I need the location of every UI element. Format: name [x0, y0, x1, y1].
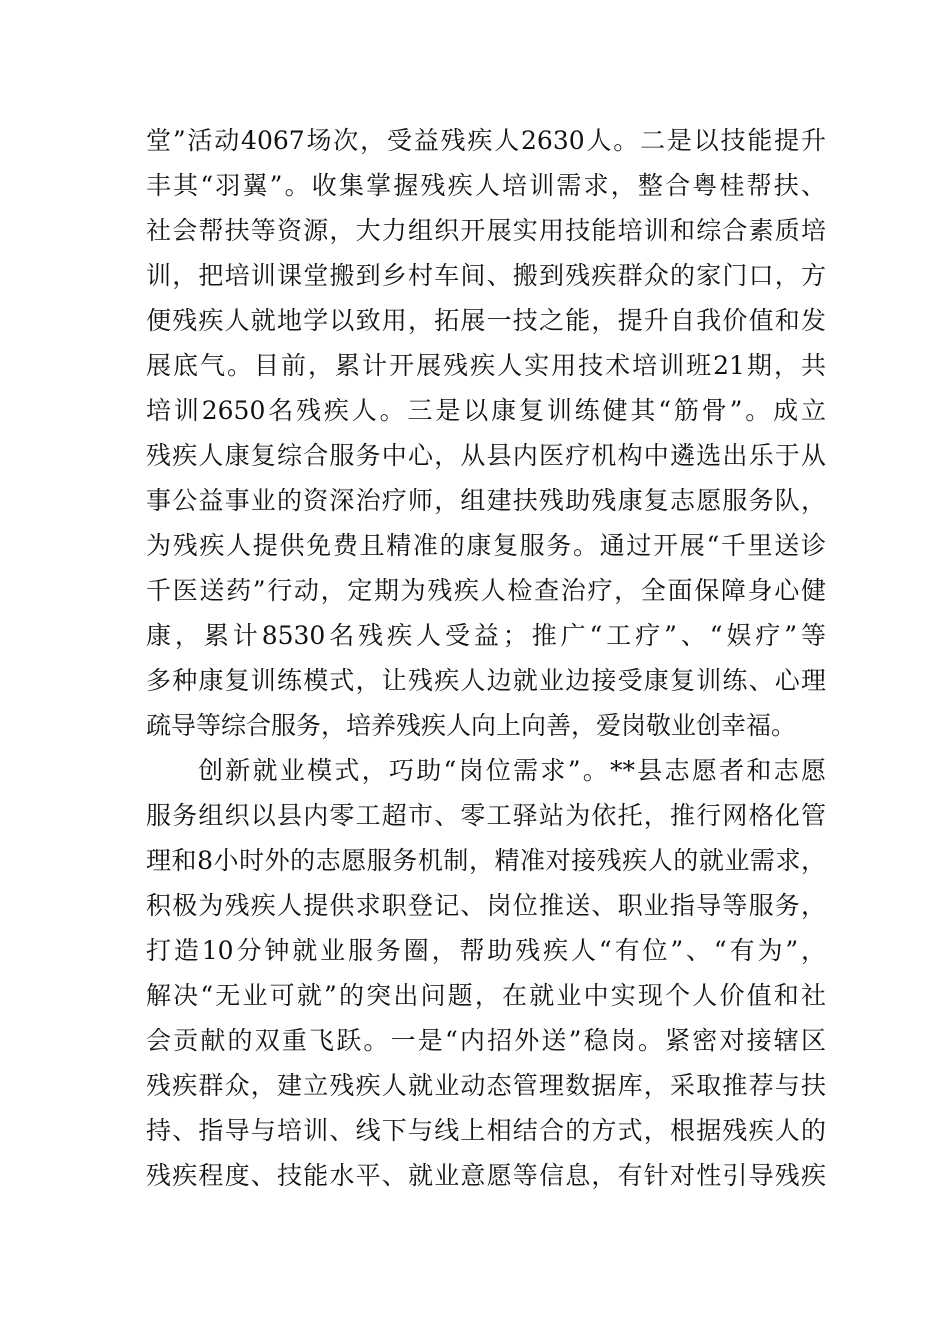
text-line: 社会帮扶等资源，大力组织开展实用技能培训和综合素质培: [146, 216, 826, 245]
text-line: 解决“无业可就”的突出问题，在就业中实现个人价值和社: [146, 981, 826, 1010]
text-line: 展底气。目前，累计开展残疾人实用技术培训班21期，共: [146, 351, 826, 380]
text-line: 残疾程度、技能水平、就业意愿等信息，有针对性引导残疾: [146, 1161, 826, 1190]
text-line: 丰其“羽翼”。收集掌握残疾人培训需求，整合粤桂帮扶、: [146, 171, 826, 200]
text-line: 便残疾人就地学以致用，拓展一技之能，提升自我价值和发: [146, 306, 826, 335]
text-line: 堂”活动4067场次，受益残疾人2630人。二是以技能提升: [146, 126, 826, 155]
paragraph-start-line: 创新就业模式，巧助“岗位需求”。**县志愿者和志愿: [198, 756, 826, 785]
text-line: 理和8小时外的志愿服务机制，精准对接残疾人的就业需求，: [146, 846, 826, 875]
text-line: 服务组织以县内零工超市、零工驿站为依托，推行网格化管: [146, 801, 826, 830]
text-line: 千医送药”行动，定期为残疾人检查治疗，全面保障身心健: [146, 576, 826, 605]
text-line: 积极为残疾人提供求职登记、岗位推送、职业指导等服务，: [146, 891, 826, 920]
body-text: [146, 118, 826, 1198]
text-line: 训，把培训课堂搬到乡村车间、搬到残疾群众的家门口，方: [146, 261, 826, 290]
text-line: 培训2650名残疾人。三是以康复训练健其“筋骨”。成立: [146, 396, 826, 425]
text-line: 事公益事业的资深治疗师，组建扶残助残康复志愿服务队，: [146, 486, 826, 515]
text-line: 残疾人康复综合服务中心，从县内医疗机构中遴选出乐于从: [146, 441, 826, 470]
paragraph-end-line: 疏导等综合服务，培养残疾人向上向善，爱岗敬业创幸福。: [146, 711, 797, 740]
text-line: 会贡献的双重飞跃。一是“内招外送”稳岗。紧密对接辖区: [146, 1026, 826, 1055]
text-line: 打造10分钟就业服务圈，帮助残疾人“有位”、“有为”，: [146, 936, 826, 965]
text-line: 残疾群众，建立残疾人就业动态管理数据库，采取推荐与扶: [146, 1071, 826, 1100]
text-line: 康，累计8530名残疾人受益；推广“工疗”、“娱疗”等: [146, 621, 826, 650]
text-line: 多种康复训练模式，让残疾人边就业边接受康复训练、心理: [146, 666, 826, 695]
text-line: 持、指导与培训、线下与线上相结合的方式，根据残疾人的: [146, 1116, 826, 1145]
text-line: 为残疾人提供免费且精准的康复服务。通过开展“千里送诊: [146, 531, 826, 560]
